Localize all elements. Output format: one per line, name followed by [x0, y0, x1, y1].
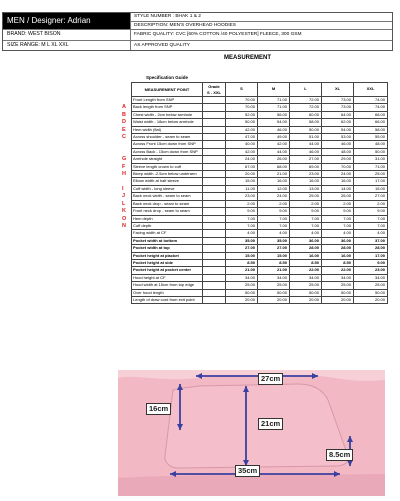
size-value-cell: 62.00: [322, 119, 354, 126]
header-row: [3, 30, 392, 41]
size-value-cell: 25.00: [354, 282, 388, 289]
table-row: [132, 245, 388, 252]
table-row: [132, 274, 388, 281]
size-value-cell: 23.00: [290, 171, 322, 178]
grade-cell: [203, 289, 226, 296]
table-row: [132, 171, 388, 178]
grade-cell: [203, 259, 226, 266]
size-value-cell: 69.00: [290, 163, 322, 170]
col-header-size: XL: [322, 83, 354, 97]
size-value-cell: 20.00: [354, 296, 388, 303]
size-value-cell: 71.00: [258, 104, 290, 111]
grade-cell: [203, 274, 226, 281]
size-value-cell: 34.00: [290, 274, 322, 281]
measurement-point-cell: Back neck drop - seam to seam: [132, 200, 203, 207]
table-row: [132, 289, 388, 296]
size-value-cell: 73.00: [322, 104, 354, 111]
table-row: [132, 208, 388, 215]
size-value-cell: 72.00: [290, 104, 322, 111]
grade-cell: [203, 97, 226, 104]
table-row: [132, 178, 388, 185]
grade-cell: [203, 111, 226, 118]
measurement-point-cell: Facing width at CF: [132, 230, 203, 237]
size-value-cell: 2.00: [322, 200, 354, 207]
size-value-cell: 54.00: [322, 126, 354, 133]
size-value-cell: 52.00: [226, 111, 258, 118]
brand-label: BRAND: WEST BISON: [3, 30, 131, 40]
table-row: [132, 237, 388, 244]
grade-cell: [203, 193, 226, 200]
measurement-point-cell: Pocket width at top: [132, 245, 203, 252]
measurement-point-cell: Hood height at CF: [132, 274, 203, 281]
size-value-cell: 24.00: [258, 193, 290, 200]
size-value-cell: 44.00: [258, 148, 290, 155]
size-value-cell: 70.00: [322, 163, 354, 170]
dim-label-center: 21cm: [258, 418, 283, 430]
size-value-cell: 42.00: [226, 148, 258, 155]
table-row: [132, 141, 388, 148]
hoodie-photo: [118, 370, 385, 496]
size-value-cell: 58.00: [290, 119, 322, 126]
size-value-cell: 28.00: [322, 245, 354, 252]
table-row: [132, 185, 388, 192]
size-value-cell: 4.00: [322, 230, 354, 237]
size-value-cell: 8.50: [322, 259, 354, 266]
grade-cell: [203, 148, 226, 155]
size-value-cell: 50.00: [258, 289, 290, 296]
size-value-cell: 50.00: [354, 289, 388, 296]
point-letter: J: [122, 193, 126, 200]
point-letter: A: [122, 104, 126, 111]
size-value-cell: 71.00: [354, 163, 388, 170]
size-value-cell: 55.00: [354, 134, 388, 141]
size-value-cell: 73.00: [322, 97, 354, 104]
size-value-cell: 49.00: [258, 134, 290, 141]
size-value-cell: 23.00: [354, 267, 388, 274]
size-value-cell: 15.00: [226, 252, 258, 259]
table-row: [132, 215, 388, 222]
grade-cell: [203, 230, 226, 237]
point-letter: D: [122, 119, 126, 126]
grade-cell: [203, 134, 226, 141]
table-row: [132, 230, 388, 237]
size-value-cell: 21.00: [258, 171, 290, 178]
table-row: [132, 156, 388, 163]
measurement-point-cell: Waist width - 18cm below armhole: [132, 119, 203, 126]
grade-cell: [203, 156, 226, 163]
size-value-cell: 48.00: [354, 141, 388, 148]
measurement-point-cell: Across shoulder - seam to seam: [132, 134, 203, 141]
grade-cell: [203, 163, 226, 170]
size-value-cell: 34.00: [322, 274, 354, 281]
size-value-cell: 50.00: [226, 289, 258, 296]
size-value-cell: 7.00: [322, 222, 354, 229]
table-row: [132, 163, 388, 170]
table-row: [132, 267, 388, 274]
measurement-point-cell: Armhole straight: [132, 156, 203, 163]
size-value-cell: 7.00: [354, 215, 388, 222]
hem-band: [118, 474, 385, 496]
size-value-cell: 4.00: [258, 230, 290, 237]
size-value-cell: 8.50: [290, 259, 322, 266]
size-value-cell: 36.00: [322, 237, 354, 244]
size-value-cell: 9.00: [226, 208, 258, 215]
measurement-point-cell: Back neck width - seam to seam: [132, 193, 203, 200]
size-value-cell: 25.00: [258, 282, 290, 289]
dim-label-side: 16cm: [146, 403, 171, 415]
size-value-cell: 70.00: [226, 104, 258, 111]
size-value-cell: 42.00: [226, 126, 258, 133]
measurement-point-cell: Pocket height at pocket center: [132, 267, 203, 274]
size-value-cell: 16.00: [322, 252, 354, 259]
size-value-cell: 7.00: [258, 222, 290, 229]
dim-label-top: 27cm: [258, 373, 283, 385]
size-value-cell: 50.00: [290, 126, 322, 133]
measurement-point-cell: Cuff depth: [132, 222, 203, 229]
size-value-cell: 46.00: [290, 148, 322, 155]
size-value-cell: 47.00: [226, 134, 258, 141]
size-value-cell: 7.00: [290, 222, 322, 229]
measurement-point-cell: Hood width at 15cm from top edge: [132, 282, 203, 289]
point-letter: L: [122, 200, 126, 207]
size-value-cell: 7.00: [354, 222, 388, 229]
point-letter: H: [122, 171, 126, 178]
measurement-point-cell: Sleeve length crown to cuff: [132, 163, 203, 170]
point-letter: B: [122, 111, 126, 118]
size-value-cell: 20.00: [290, 296, 322, 303]
size-value-cell: 31.00: [354, 156, 388, 163]
table-row: [132, 282, 388, 289]
col-header-grade: [203, 83, 226, 97]
col-header-size: L: [290, 83, 322, 97]
size-value-cell: 27.00: [354, 193, 388, 200]
table-row: [132, 148, 388, 155]
size-value-cell: 7.00: [290, 215, 322, 222]
point-letter: C: [122, 134, 126, 141]
measurement-point-cell: Cuff width - long sleeve: [132, 185, 203, 192]
size-value-cell: 4.00: [290, 230, 322, 237]
size-value-cell: 26.00: [258, 156, 290, 163]
size-value-cell: 67.00: [226, 163, 258, 170]
measurement-point-cell: Length of draw cord from exit point: [132, 296, 203, 303]
size-value-cell: 9.00: [290, 208, 322, 215]
grade-cell: [203, 171, 226, 178]
col-header-size: S: [226, 83, 258, 97]
size-value-cell: 4.00: [226, 230, 258, 237]
size-value-cell: 68.00: [258, 163, 290, 170]
measurement-point-cell: Hem depth: [132, 215, 203, 222]
size-value-cell: 58.00: [354, 126, 388, 133]
grade-range: S - XXL: [206, 89, 221, 95]
size-value-cell: 9.00: [354, 208, 388, 215]
size-value-cell: 8.50: [226, 259, 258, 266]
style-number: STYLE NUMBER : BHAK 1 & 2: [131, 13, 392, 22]
point-letter: N: [122, 222, 126, 229]
size-value-cell: 25.00: [322, 282, 354, 289]
size-value-cell: 50.00: [290, 289, 322, 296]
point-letter: O: [122, 215, 127, 222]
size-value-cell: 28.00: [290, 245, 322, 252]
spec-guide-label: Specification Guide: [146, 75, 189, 80]
size-value-cell: 46.00: [258, 126, 290, 133]
measurement-point-cell: Hem width (flat): [132, 126, 203, 133]
size-value-cell: 7.00: [258, 215, 290, 222]
pocket-outline: [165, 384, 348, 468]
size-value-cell: 20.00: [322, 296, 354, 303]
size-value-cell: 16.00: [290, 252, 322, 259]
size-value-cell: 56.00: [258, 111, 290, 118]
measurement-point-cell: Pocket height at placket: [132, 252, 203, 259]
size-value-cell: 17.00: [354, 178, 388, 185]
size-value-cell: 22.00: [290, 267, 322, 274]
size-range-label: SIZE RANGE: M L XL XXL: [3, 41, 131, 51]
size-value-cell: 48.00: [322, 148, 354, 155]
size-value-cell: 27.00: [226, 245, 258, 252]
size-value-cell: 15.00: [258, 252, 290, 259]
size-value-cell: 35.00: [258, 237, 290, 244]
size-value-cell: 66.00: [354, 119, 388, 126]
approval-note: AS APPROVED QUALITY: [134, 42, 190, 48]
size-value-cell: 74.00: [354, 97, 388, 104]
pocket-diagram: [118, 370, 385, 496]
size-value-cell: 2.00: [226, 200, 258, 207]
table-row: [132, 296, 388, 303]
size-value-cell: 74.00: [354, 104, 388, 111]
grade-cell: [203, 200, 226, 207]
grade-cell: [203, 208, 226, 215]
table-row: [132, 97, 388, 104]
size-value-cell: 17.00: [354, 252, 388, 259]
size-value-cell: 28.00: [354, 245, 388, 252]
size-value-cell: 15.00: [354, 185, 388, 192]
table-header-row: [132, 83, 388, 97]
point-letter: F: [122, 163, 126, 170]
size-value-cell: 16.00: [258, 178, 290, 185]
measurement-table: [131, 82, 388, 304]
table-row: [132, 134, 388, 141]
size-value-cell: 51.00: [290, 134, 322, 141]
fabric-quality: FABRIC QUALITY: CVC [60% COTTON /40 POLYESTER] FLEECE, 300 GSM: [134, 32, 302, 37]
size-value-cell: 22.00: [322, 267, 354, 274]
size-value-cell: 24.00: [322, 171, 354, 178]
size-value-cell: 2.00: [354, 200, 388, 207]
size-value-cell: 54.00: [258, 119, 290, 126]
size-value-cell: 64.00: [322, 111, 354, 118]
size-value-cell: 23.00: [226, 193, 258, 200]
table-row: [132, 111, 388, 118]
size-value-cell: 53.00: [322, 134, 354, 141]
size-value-cell: 25.00: [354, 171, 388, 178]
size-value-cell: 27.00: [290, 156, 322, 163]
size-value-cell: 50.00: [226, 119, 258, 126]
size-value-cell: 68.00: [354, 111, 388, 118]
size-value-cell: 20.00: [258, 296, 290, 303]
size-value-cell: 16.00: [290, 178, 322, 185]
size-value-cell: 16.00: [322, 178, 354, 185]
size-value-cell: 15.00: [226, 178, 258, 185]
size-value-cell: 25.00: [290, 193, 322, 200]
table-row: [132, 104, 388, 111]
point-letter: E: [122, 126, 126, 133]
grade-cell: [203, 267, 226, 274]
size-value-cell: 9.00: [322, 208, 354, 215]
measurement-point-cell: Back length from SNP: [132, 104, 203, 111]
point-letter: G: [122, 156, 127, 163]
table-row: [132, 126, 388, 133]
size-value-cell: 7.00: [226, 222, 258, 229]
spec-header: [2, 12, 393, 51]
size-value-cell: 27.00: [258, 245, 290, 252]
measurement-point-cell: Across Front 15cm down from SNP: [132, 141, 203, 148]
point-letter: I: [122, 185, 124, 192]
size-value-cell: 11.00: [226, 185, 258, 192]
measurement-point-cell: Over hood length: [132, 289, 203, 296]
size-value-cell: 4.00: [354, 230, 388, 237]
table-row: [132, 200, 388, 207]
table-row: [132, 119, 388, 126]
grade-cell: [203, 185, 226, 192]
size-value-cell: 25.00: [290, 282, 322, 289]
table-row: [132, 193, 388, 200]
size-value-cell: 71.00: [258, 97, 290, 104]
size-value-cell: 50.00: [354, 148, 388, 155]
table-row: [132, 252, 388, 259]
measurement-point-cell: Elbow width at half sleeve: [132, 178, 203, 185]
size-value-cell: 37.00: [354, 237, 388, 244]
size-value-cell: 12.00: [258, 185, 290, 192]
size-value-cell: 9.00: [354, 259, 388, 266]
dim-label-bottom: 35cm: [235, 465, 260, 477]
measurement-title: MEASUREMENT: [224, 55, 272, 61]
designer-label: MEN / Designer: Adrian: [3, 13, 131, 29]
size-value-cell: 70.00: [226, 97, 258, 104]
grade-cell: [203, 245, 226, 252]
size-value-cell: 20.00: [226, 171, 258, 178]
grade-cell: [203, 126, 226, 133]
size-value-cell: 2.00: [290, 200, 322, 207]
size-value-cell: 14.00: [322, 185, 354, 192]
grade-cell: [203, 222, 226, 229]
size-value-cell: 7.00: [226, 215, 258, 222]
size-value-cell: 13.00: [290, 185, 322, 192]
grade-cell: [203, 119, 226, 126]
size-value-cell: 9.00: [258, 208, 290, 215]
measurement-point-cell: Chest width - 2cm below armhole: [132, 111, 203, 118]
size-value-cell: 60.00: [290, 111, 322, 118]
measurement-point-cell: Front Length from SNP: [132, 97, 203, 104]
size-value-cell: 34.00: [354, 274, 388, 281]
size-value-cell: 44.00: [290, 141, 322, 148]
size-value-cell: 21.00: [258, 267, 290, 274]
point-letter: K: [122, 208, 126, 215]
measurement-point-cell: Front neck drop - seam to seam: [132, 208, 203, 215]
grade-label: Grade: [208, 83, 220, 89]
measurement-point-cell: Pocket width at bottom: [132, 237, 203, 244]
size-value-cell: 29.00: [322, 156, 354, 163]
col-header-size: XXL: [354, 83, 388, 97]
size-value-cell: 21.00: [226, 267, 258, 274]
header-row: [3, 41, 392, 51]
description: DESCRIPTION: MEN'S OVERHEAD HOODIES: [134, 22, 236, 28]
size-value-cell: 72.00: [290, 97, 322, 104]
grade-cell: [203, 104, 226, 111]
table-row: [132, 222, 388, 229]
size-value-cell: 25.00: [226, 282, 258, 289]
measurement-point-cell: Bicep width -2.5cm below underarm: [132, 171, 203, 178]
size-value-cell: 20.00: [226, 296, 258, 303]
dim-label-side-small: 8.5cm: [326, 449, 353, 461]
measurement-point-cell: Across Back - 15cm down from SNP: [132, 148, 203, 155]
size-value-cell: 36.00: [290, 237, 322, 244]
size-value-cell: 2.00: [258, 200, 290, 207]
size-value-cell: 24.00: [226, 156, 258, 163]
grade-cell: [203, 252, 226, 259]
size-value-cell: 34.00: [258, 274, 290, 281]
grade-cell: [203, 141, 226, 148]
size-value-cell: 50.00: [322, 289, 354, 296]
measurement-point-cell: Pocket height at side: [132, 259, 203, 266]
size-value-cell: 8.50: [258, 259, 290, 266]
size-value-cell: 34.00: [226, 274, 258, 281]
header-row: [3, 13, 392, 30]
grade-cell: [203, 178, 226, 185]
grade-cell: [203, 215, 226, 222]
grade-cell: [203, 282, 226, 289]
size-value-cell: 46.00: [322, 141, 354, 148]
size-value-cell: 7.00: [322, 215, 354, 222]
size-value-cell: 35.00: [226, 237, 258, 244]
grade-cell: [203, 296, 226, 303]
grade-cell: [203, 237, 226, 244]
size-value-cell: 40.00: [226, 141, 258, 148]
size-value-cell: 26.00: [322, 193, 354, 200]
col-header-size: M: [258, 83, 290, 97]
col-header-point: MEASUREMENT POINT: [132, 83, 203, 97]
size-value-cell: 42.00: [258, 141, 290, 148]
table-row: [132, 259, 388, 266]
